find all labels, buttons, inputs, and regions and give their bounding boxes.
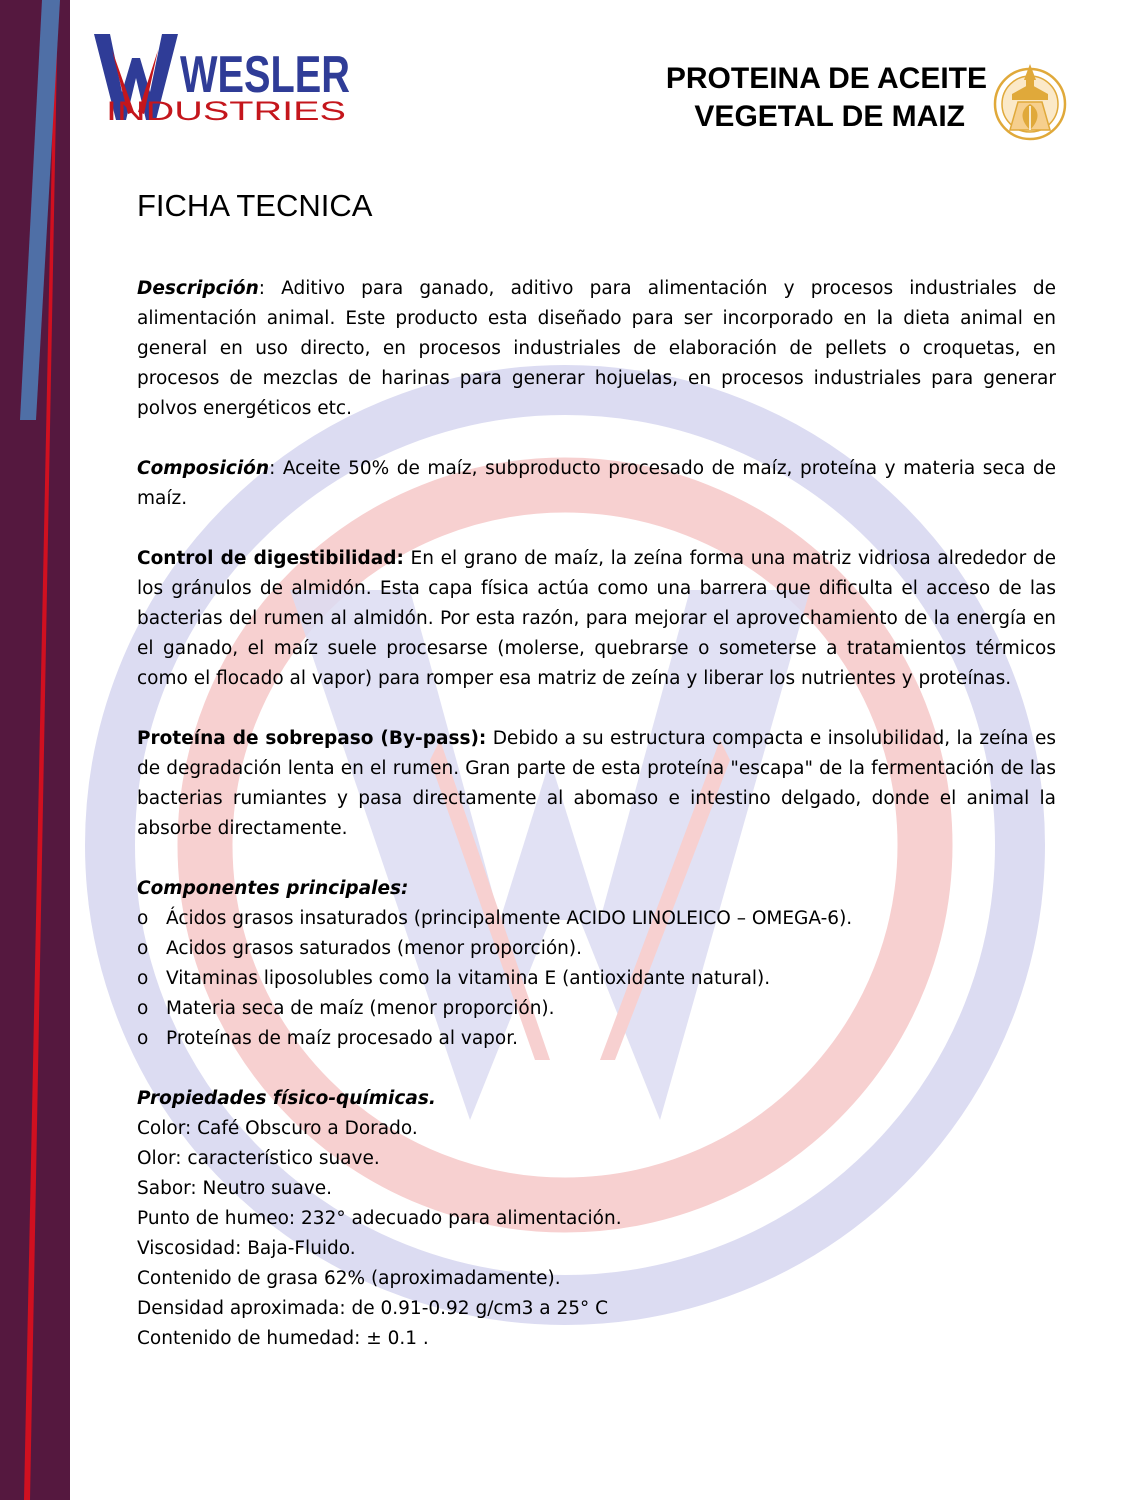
property-line: Punto de humeo: 232° adecuado para alimentación. bbox=[137, 1208, 622, 1229]
property-line: Sabor: Neutro suave. bbox=[137, 1178, 333, 1199]
propiedades-list bbox=[137, 1114, 1056, 1354]
list-item-text: Ácidos grasos insaturados (principalmente ACIDO LINOLEICO – OMEGA-6). bbox=[166, 908, 853, 929]
title-line-2: VEGETAL DE MAIZ bbox=[694, 100, 965, 133]
digestibilidad-paragraph bbox=[137, 544, 1056, 694]
propiedades-title: Propiedades físico-químicas. bbox=[137, 1088, 436, 1109]
property-line: Color: Café Obscuro a Dorado. bbox=[137, 1118, 418, 1139]
document-body bbox=[137, 186, 1056, 1354]
bullet-icon: o bbox=[137, 908, 149, 929]
list-item bbox=[137, 904, 1056, 934]
componentes-title: Componentes principales: bbox=[137, 878, 409, 899]
sobrepaso-text: Debido a su estructura compacta e insolubilidad, la zeína es de degradación lenta en el rumen. Gran parte de esta proteína "escapa" de la fermentación de las bacterias rumiantes y pasa directamente al abomaso e intestino delgado, donde el animal la absorbe directamente. bbox=[137, 728, 1057, 839]
page-heading: FICHA TECNICA bbox=[137, 188, 373, 223]
list-item-text: Proteínas de maíz procesado al vapor. bbox=[166, 1028, 519, 1049]
product-title bbox=[567, 60, 987, 136]
composicion-label: Composición bbox=[137, 458, 270, 479]
property-line: Densidad aproximada: de 0.91-0.92 g/cm3 a 25° C bbox=[137, 1298, 609, 1319]
list-item bbox=[137, 934, 1056, 964]
list-item bbox=[137, 964, 1056, 994]
property-line: Contenido de grasa 62% (aproximadamente). bbox=[137, 1268, 561, 1289]
bullet-icon: o bbox=[137, 998, 149, 1019]
gold-emblem-icon bbox=[990, 60, 1070, 146]
logo-word: WESLER bbox=[180, 46, 350, 104]
list-item-text: Vitaminas liposolubles como la vitamina E (antioxidante natural). bbox=[166, 968, 771, 989]
bullet-icon: o bbox=[137, 968, 149, 989]
list-item-text: Acidos grasos saturados (menor proporción). bbox=[166, 938, 582, 959]
sobrepaso-paragraph bbox=[137, 724, 1056, 844]
descripcion-text: : Aditivo para ganado, aditivo para alimentación y procesos industriales de alimentación animal. Este producto esta diseñado para ser incorporado en la dieta animal en general en uso directo, en procesos industriales de elaboración de pellets o croquetas, en procesos de mezclas de harinas para generar hojuelas, en procesos industriales para generar polvos energéticos etc. bbox=[137, 278, 1056, 419]
side-decorative-band bbox=[0, 0, 70, 1500]
list-item-text: Materia seca de maíz (menor proporción). bbox=[166, 998, 555, 1019]
composicion-paragraph bbox=[137, 454, 1056, 514]
digestibilidad-text: En el grano de maíz, la zeína forma una matriz vidriosa alrededor de los gránulos de almidón. Esta capa física actúa como una barrera que dificulta el acceso de las bacterias del rumen al almidón. Por esta razón, para mejorar el aprovechamiento de la energía en el ganado, el maíz suele procesarse (molerse, quebrarse o someterse a tratamientos térmicos como el flocado al vapor) para romper esa matriz de zeína y liberar los nutrientes y proteínas. bbox=[137, 548, 1056, 689]
property-line: Viscosidad: Baja-Fluido. bbox=[137, 1238, 356, 1259]
componentes-list bbox=[137, 904, 1056, 1054]
title-line-1: PROTEINA DE ACEITE bbox=[665, 62, 987, 95]
bullet-icon: o bbox=[137, 1028, 149, 1049]
property-line: Contenido de humedad: ± 0.1 . bbox=[137, 1328, 429, 1349]
wesler-logo bbox=[92, 30, 362, 130]
descripcion-paragraph bbox=[137, 274, 1056, 424]
list-item bbox=[137, 994, 1056, 1024]
property-line: Olor: característico suave. bbox=[137, 1148, 380, 1169]
descripcion-label: Descripción bbox=[137, 278, 259, 299]
bullet-icon: o bbox=[137, 938, 149, 959]
sobrepaso-label: Proteína de sobrepaso (By-pass): bbox=[137, 728, 487, 749]
list-item bbox=[137, 1024, 1056, 1054]
digestibilidad-label: Control de digestibilidad: bbox=[137, 548, 404, 569]
composicion-text: : Aceite 50% de maíz, subproducto procesado de maíz, proteína y materia seca de maíz. bbox=[137, 458, 1056, 509]
logo-subtitle: INDUSTRIES bbox=[106, 96, 346, 126]
